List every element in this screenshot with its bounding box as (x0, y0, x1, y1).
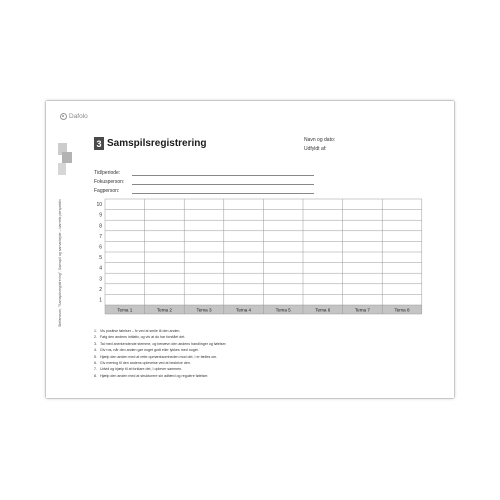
grid-row-label: 7 (99, 233, 102, 240)
grid-column-label: Tema 7 (354, 307, 370, 313)
section-number: 3 (94, 137, 104, 150)
grid-column-label: Tema 2 (156, 307, 172, 313)
grid-row-label: 9 (99, 212, 102, 219)
instruction-text: Udvid og hjælp til at forklare det, I oplever sammen. (100, 367, 183, 372)
instruction-text: Giv mening til den andens oplevelse ved at beskrive den. (100, 361, 191, 366)
instruction-text: Tal med anerkendende stemme, og benævn den andens handlinger og følelser. (100, 341, 227, 346)
field-focus-person (94, 176, 314, 185)
publisher-logo (60, 113, 88, 120)
grid-row-label: 2 (99, 286, 102, 293)
period-input-line[interactable] (132, 169, 314, 176)
form-fields (94, 167, 314, 194)
grid-row-label: 10 (96, 202, 102, 209)
instruction-number: 2. (94, 335, 97, 340)
grid-column-label: Tema 3 (196, 307, 212, 313)
meta-filled-by: Udfyldt af: (304, 146, 327, 152)
field-professional (94, 185, 314, 194)
grid-row-label: 3 (99, 276, 102, 283)
instruction-number: 7. (94, 367, 97, 372)
dafolo-logo-icon (60, 113, 67, 120)
side-caption: Stefansson, ”Samspilsregistrering”, Samspil og samarbejde – barnets perspektiv (58, 199, 62, 327)
field-label: Fokusperson: (94, 179, 125, 185)
professional-input-line[interactable] (132, 187, 314, 194)
grid-row-label: 5 (99, 255, 102, 262)
grid-row-label: 4 (99, 265, 102, 272)
meta-block (304, 136, 335, 154)
grid-row-label: 1 (99, 297, 102, 304)
grid-column-label: Tema 4 (236, 307, 252, 313)
meta-name-date: Navn og dato: (304, 137, 336, 143)
focus-person-input-line[interactable] (132, 178, 314, 185)
instruction-number: 4. (94, 348, 97, 353)
instruction-item (94, 373, 434, 379)
side-decoration (58, 143, 72, 177)
field-label: Tid/periode: (94, 170, 121, 176)
instruction-list (94, 328, 434, 379)
instruction-number: 5. (94, 354, 97, 359)
grid-column-label: Tema 6 (315, 307, 331, 313)
grid-column-label: Tema 5 (275, 307, 291, 313)
worksheet-page (46, 101, 454, 398)
field-label: Fagperson: (94, 188, 120, 194)
instruction-number: 1. (94, 329, 97, 333)
registration-grid (93, 197, 423, 323)
instruction-number: 8. (94, 373, 97, 378)
registration-grid-svg (93, 197, 423, 323)
instruction-text: Giv ros, når den anden gør noget godt eller lykkes med noget. (100, 348, 199, 353)
grid-column-label: Tema 8 (394, 307, 410, 313)
grid-row-label: 8 (99, 223, 102, 230)
instruction-number: 6. (94, 361, 97, 366)
instruction-number: 3. (94, 341, 97, 346)
instruction-text: Hjælp den anden med at rette opmærksomheden mod det, I er fælles om. (100, 354, 218, 359)
instruction-text: Hjælp den anden med at strukturere sin adfærd og regulere følelser. (100, 373, 209, 378)
logo-text: Dafolo (69, 113, 88, 120)
instruction-text: Vis positive følelser – fx ved at smile til den anden. (100, 329, 181, 333)
page-title: Samspilsregistrering (107, 138, 207, 149)
instruction-text: Følg den andens initiativ, og vis at du har forstået det. (100, 335, 186, 340)
field-period (94, 167, 314, 176)
grid-row-label: 6 (99, 244, 102, 251)
grid-column-label: Tema 1 (117, 307, 133, 313)
